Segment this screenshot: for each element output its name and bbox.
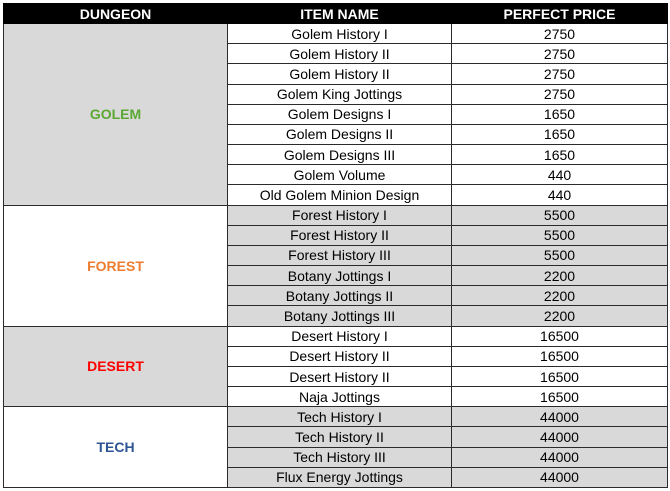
perfect-price-cell: 44000 xyxy=(452,447,668,467)
perfect-price-cell: 5500 xyxy=(452,225,668,245)
perfect-price-cell: 440 xyxy=(452,185,668,205)
perfect-price-cell: 2750 xyxy=(452,84,668,104)
item-name-cell: Golem Volume xyxy=(228,165,452,185)
perfect-price-cell: 16500 xyxy=(452,346,668,366)
item-name-cell: Tech History II xyxy=(228,427,452,447)
dungeon-forest-cell: FOREST xyxy=(4,205,228,326)
item-name-cell: Tech History III xyxy=(228,447,452,467)
perfect-price-cell: 2200 xyxy=(452,286,668,306)
item-name-cell: Botany Jottings I xyxy=(228,266,452,286)
dungeon-desert-cell: DESERT xyxy=(4,326,228,407)
item-name-cell: Tech History I xyxy=(228,407,452,427)
perfect-price-cell: 16500 xyxy=(452,387,668,407)
perfect-price-cell: 1650 xyxy=(452,124,668,144)
item-name-cell: Golem Designs III xyxy=(228,145,452,165)
item-name-cell: Forest History III xyxy=(228,245,452,265)
item-name-cell: Forest History I xyxy=(228,205,452,225)
perfect-price-cell: 44000 xyxy=(452,407,668,427)
item-name-cell: Golem King Jottings xyxy=(228,84,452,104)
header-row xyxy=(4,4,668,24)
item-name-cell: Botany Jottings II xyxy=(228,286,452,306)
header-item-name: ITEM NAME xyxy=(228,4,452,24)
item-name-cell: Golem History I xyxy=(228,24,452,44)
perfect-price-cell: 5500 xyxy=(452,245,668,265)
perfect-price-cell: 44000 xyxy=(452,467,668,487)
item-name-cell: Golem Designs II xyxy=(228,124,452,144)
perfect-price-cell: 2200 xyxy=(452,306,668,326)
item-name-cell: Naja Jottings xyxy=(228,387,452,407)
item-name-cell: Flux Energy Jottings xyxy=(228,467,452,487)
perfect-price-cell: 2200 xyxy=(452,266,668,286)
header-dungeon: DUNGEON xyxy=(4,4,228,24)
table-body xyxy=(4,24,668,488)
header-perfect-price: PERFECT PRICE xyxy=(452,4,668,24)
dungeon-tech-cell: TECH xyxy=(4,407,228,488)
perfect-price-cell: 16500 xyxy=(452,366,668,386)
table-row xyxy=(4,326,668,346)
table-row xyxy=(4,24,668,44)
item-name-cell: Desert History II xyxy=(228,346,452,366)
perfect-price-cell: 2750 xyxy=(452,44,668,64)
perfect-price-cell: 44000 xyxy=(452,427,668,447)
dungeon-golem-cell: GOLEM xyxy=(4,24,228,206)
perfect-price-cell: 5500 xyxy=(452,205,668,225)
table-row xyxy=(4,205,668,225)
item-name-cell: Desert History I xyxy=(228,326,452,346)
item-name-cell: Botany Jottings III xyxy=(228,306,452,326)
table-row xyxy=(4,407,668,427)
perfect-price-cell: 2750 xyxy=(452,24,668,44)
perfect-price-cell: 16500 xyxy=(452,326,668,346)
item-name-cell: Golem Designs I xyxy=(228,104,452,124)
item-name-cell: Golem History II xyxy=(228,64,452,84)
perfect-price-cell: 2750 xyxy=(452,64,668,84)
dungeon-price-table xyxy=(3,3,668,488)
perfect-price-cell: 440 xyxy=(452,165,668,185)
item-name-cell: Desert History II xyxy=(228,366,452,386)
item-name-cell: Golem History II xyxy=(228,44,452,64)
perfect-price-cell: 1650 xyxy=(452,104,668,124)
item-name-cell: Old Golem Minion Design xyxy=(228,185,452,205)
perfect-price-cell: 1650 xyxy=(452,145,668,165)
item-name-cell: Forest History II xyxy=(228,225,452,245)
